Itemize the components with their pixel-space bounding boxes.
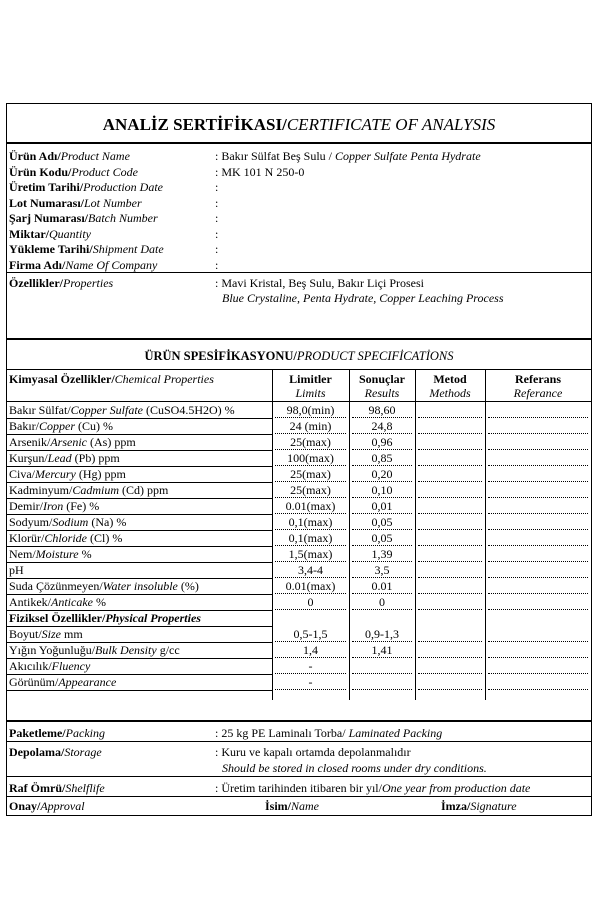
divider <box>7 369 591 370</box>
info-label: Miktar/Quantity <box>9 226 91 241</box>
dotted-cell-line <box>488 465 588 466</box>
info-value: : <box>215 226 219 241</box>
spec-row-label: Antikek/Anticake % <box>9 595 106 609</box>
shelflife-value: : Üretim tarihinden itibaren bir yıl/One year from production date <box>215 781 531 795</box>
result-value: 0,20 <box>371 467 393 481</box>
dotted-cell-line <box>418 673 482 674</box>
dotted-cell-line <box>418 577 482 578</box>
info-label: Yükleme Tarihi/Shipment Date <box>9 242 164 256</box>
result-value: 0,96 <box>371 435 393 449</box>
result-value: 98,60 <box>368 403 396 417</box>
dotted-cell-line <box>352 689 412 690</box>
limit-value: 1,4 <box>303 643 318 657</box>
limit-value: - <box>308 659 313 673</box>
divider <box>7 272 591 273</box>
result-value: 0,05 <box>371 515 393 529</box>
spec-row-label: Demir/Iron (Fe) % <box>9 499 100 513</box>
properties-label: Özellikler/Properties <box>9 276 114 290</box>
divider <box>7 720 591 722</box>
limit-value: 25(max) <box>290 467 331 481</box>
dotted-cell-line <box>418 529 482 530</box>
result-value: 0,85 <box>371 451 393 465</box>
spec-row-label: Sodyum/Sodium (Na) % <box>9 515 127 529</box>
result-value: 1,41 <box>371 643 393 657</box>
dotted-cell-line <box>275 545 346 546</box>
dotted-cell-line <box>275 609 346 610</box>
dotted-cell-line <box>418 433 482 434</box>
limit-value: 0.01(max) <box>285 499 336 513</box>
limit-value: 0,5-1,5 <box>293 627 328 641</box>
result-value: 1,39 <box>371 547 393 561</box>
certificate <box>6 103 592 816</box>
dotted-cell-line <box>488 529 588 530</box>
result-value: 0,01 <box>371 499 393 513</box>
dotted-cell-line <box>488 593 588 594</box>
dotted-cell-line <box>488 561 588 562</box>
divider <box>7 776 591 777</box>
limit-value: 98,0(min) <box>286 403 335 417</box>
spec-row-label: Bakır Sülfat/Copper Sulfate (CuSO4.5H2O) % <box>9 403 235 417</box>
dotted-cell-line <box>275 673 346 674</box>
dotted-cell-line <box>488 545 588 546</box>
spec-row-label: Arsenik/Arsenic (As) ppm <box>9 435 136 449</box>
certificate-title: ANALİZ SERTİFİKASI/CERTIFICATE OF ANALYSIS <box>102 115 496 134</box>
divider <box>7 142 591 144</box>
info-label: Ürün Kodu/Product Code <box>9 164 138 179</box>
dotted-cell-line <box>418 449 482 450</box>
info-label: Şarj Numarası/Batch Number <box>9 211 158 225</box>
dotted-cell-line <box>488 513 588 514</box>
methods-header: Metod Methods <box>429 372 471 400</box>
dotted-cell-line <box>418 545 482 546</box>
spec-row-label: Civa/Mercury (Hg) ppm <box>9 467 126 481</box>
dotted-cell-line <box>488 481 588 482</box>
dotted-cell-line <box>275 417 346 418</box>
spec-title: ÜRÜN SPESİFİKASYONU/PRODUCT SPECIFİCATİONS <box>144 349 454 363</box>
spec-row-label: Kadminyum/Cadmium (Cd) ppm <box>9 483 169 497</box>
result-value: 3,5 <box>374 563 390 577</box>
dotted-cell-line <box>488 417 588 418</box>
dotted-cell-line <box>275 497 346 498</box>
dotted-cell-line <box>352 513 412 514</box>
spec-row-label: Yığın Yoğunluğu/Bulk Density g/cc <box>9 643 180 657</box>
approval-label: Onay/Approval <box>9 799 85 813</box>
dotted-cell-line <box>488 689 588 690</box>
dotted-cell-line <box>352 561 412 562</box>
info-value: : <box>215 257 219 272</box>
limit-value: - <box>308 675 313 689</box>
dotted-cell-line <box>488 641 588 642</box>
dotted-cell-line <box>418 465 482 466</box>
properties-value-en: Blue Crystaline, Penta Hydrate, Copper Leaching Process <box>222 291 504 305</box>
spec-row-label: Bakır/Copper (Cu) % <box>9 419 113 433</box>
info-label: Firma Adı/Name Of Company <box>9 257 158 272</box>
limit-value: 0,1(max) <box>288 531 333 545</box>
info-value: : Bakır Sülfat Beş Sulu / Copper Sulfate Penta Hydrate <box>215 149 481 163</box>
dotted-cell-line <box>275 641 346 642</box>
row-divider <box>7 562 272 563</box>
limit-value: 0.01(max) <box>285 579 336 593</box>
info-value: : MK 101 N 250-0 <box>215 164 305 179</box>
dotted-cell-line <box>275 593 346 594</box>
limit-value: 0,1(max) <box>288 515 333 529</box>
dotted-cell-line <box>275 433 346 434</box>
dotted-cell-line <box>275 657 346 658</box>
divider <box>7 741 591 742</box>
spec-row-label: Boyut/Size mm <box>9 627 83 641</box>
dotted-cell-line <box>275 689 346 690</box>
spec-row-label: Akıcılık/Fluency <box>9 659 91 673</box>
dotted-cell-line <box>352 657 412 658</box>
dotted-cell-line <box>418 417 482 418</box>
limit-value: 100(max) <box>287 451 334 465</box>
dotted-cell-line <box>275 529 346 530</box>
info-label: Ürün Adı/Product Name <box>9 149 130 163</box>
limit-value: 24 (min) <box>289 419 332 433</box>
divider <box>7 796 591 797</box>
column-divider <box>485 369 486 700</box>
dotted-cell-line <box>352 449 412 450</box>
column-divider <box>415 369 416 700</box>
dotted-cell-line <box>418 689 482 690</box>
storage-value-en: Should be stored in closed rooms under dry conditions. <box>222 761 487 775</box>
info-value: : <box>215 180 219 194</box>
packing-label: Paketleme/Packing <box>9 726 105 740</box>
result-value: 0.01 <box>371 579 393 593</box>
dotted-cell-line <box>488 449 588 450</box>
dotted-cell-line <box>352 433 412 434</box>
dotted-cell-line <box>418 609 482 610</box>
properties-value-tr: : Mavi Kristal, Beş Sulu, Bakır Liçi Prosesi <box>215 276 424 290</box>
dotted-cell-line <box>352 417 412 418</box>
limit-value: 1,5(max) <box>288 547 333 561</box>
spec-row-label: Klorür/Chloride (Cl) % <box>9 531 123 545</box>
dotted-cell-line <box>418 481 482 482</box>
shelflife-label: Raf Ömrü/Shelflife <box>9 781 105 795</box>
info-value: : <box>215 195 219 210</box>
result-value: 0,9-1,3 <box>365 627 399 641</box>
dotted-cell-line <box>352 465 412 466</box>
reference-header: Referans Referance <box>513 372 563 400</box>
limits-header: Limitler Limits <box>289 372 332 400</box>
result-value: 0,05 <box>371 531 393 545</box>
dotted-cell-line <box>275 577 346 578</box>
divider <box>7 338 591 340</box>
column-divider <box>272 369 273 700</box>
dotted-cell-line <box>275 513 346 514</box>
row-divider <box>7 690 272 691</box>
dotted-cell-line <box>488 673 588 674</box>
spec-row-label: Suda Çözünmeyen/Water insoluble (%) <box>9 579 199 593</box>
dotted-cell-line <box>275 465 346 466</box>
info-label: Lot Numarası/Lot Number <box>9 195 142 210</box>
name-label: İsim/Name <box>265 799 320 813</box>
dotted-cell-line <box>352 593 412 594</box>
dotted-cell-line <box>352 641 412 642</box>
results-header: Sonuçlar Results <box>358 372 405 400</box>
info-value: : <box>215 211 219 225</box>
limit-value: 0 <box>307 595 314 609</box>
limit-value: 3,4-4 <box>298 563 323 577</box>
dotted-cell-line <box>352 481 412 482</box>
dotted-cell-line <box>352 673 412 674</box>
spec-row-label: Kurşun/Lead (Pb) ppm <box>9 451 120 465</box>
storage-label: Depolama/Storage <box>9 745 102 759</box>
result-value: 0 <box>379 595 385 609</box>
dotted-cell-line <box>488 657 588 658</box>
dotted-cell-line <box>352 609 412 610</box>
dotted-cell-line <box>275 449 346 450</box>
dotted-cell-line <box>352 577 412 578</box>
limit-value: 25(max) <box>290 435 331 449</box>
info-label: Üretim Tarihi/Production Date <box>9 180 163 194</box>
dotted-cell-line <box>418 497 482 498</box>
dotted-cell-line <box>352 529 412 530</box>
physical-properties-header: Fiziksel Özellikler/Physical Properties <box>9 611 201 625</box>
dotted-cell-line <box>488 433 588 434</box>
divider <box>7 401 591 402</box>
dotted-cell-line <box>275 481 346 482</box>
dotted-cell-line <box>418 641 482 642</box>
dotted-cell-line <box>488 609 588 610</box>
limit-value: 25(max) <box>290 483 331 497</box>
dotted-cell-line <box>488 577 588 578</box>
info-value: : <box>215 242 219 256</box>
dotted-cell-line <box>418 657 482 658</box>
dotted-cell-line <box>418 561 482 562</box>
result-value: 24,8 <box>371 419 393 433</box>
spec-row-label: pH <box>9 563 24 577</box>
dotted-cell-line <box>352 545 412 546</box>
dotted-cell-line <box>488 497 588 498</box>
dotted-cell-line <box>418 593 482 594</box>
dotted-cell-line <box>275 561 346 562</box>
column-divider <box>349 369 350 700</box>
spec-row-label: Nem/Moisture % <box>9 547 92 561</box>
dotted-cell-line <box>352 497 412 498</box>
signature-label: İmza/Signature <box>441 799 517 813</box>
dotted-cell-line <box>418 513 482 514</box>
packing-value: : 25 kg PE Laminalı Torba/ Laminated Packing <box>215 726 443 740</box>
storage-value-tr: : Kuru ve kapalı ortamda depolanmalıdır <box>215 745 411 759</box>
chemical-properties-header: Kimyasal Özellikler/Chemical Properties <box>9 372 214 386</box>
spec-row-label: Görünüm/Appearance <box>9 675 117 689</box>
result-value: 0,10 <box>371 483 393 497</box>
